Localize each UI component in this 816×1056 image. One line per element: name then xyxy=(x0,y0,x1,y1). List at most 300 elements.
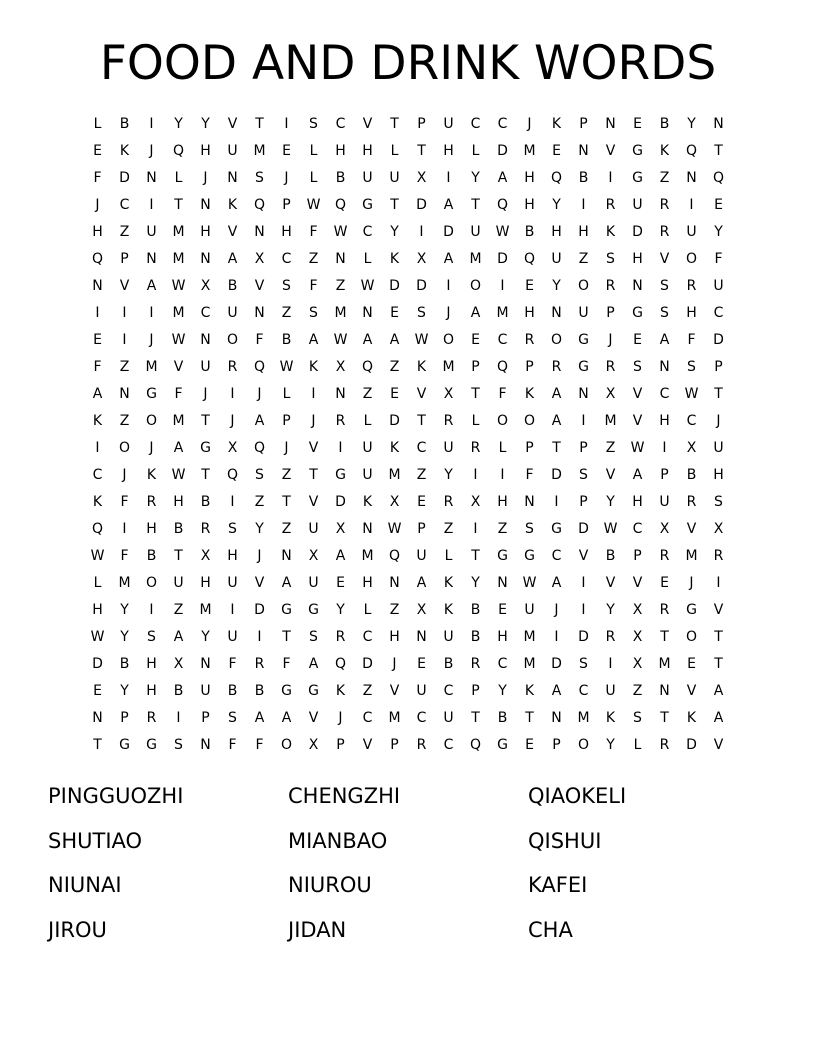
grid-letter: F xyxy=(687,332,696,348)
grid-letter: S xyxy=(579,467,588,483)
grid-letter: U xyxy=(227,575,238,591)
grid-letter: R xyxy=(470,440,481,456)
grid-letter: V xyxy=(605,143,616,159)
grid-letter: P xyxy=(471,359,480,375)
grid-letter: H xyxy=(524,197,535,213)
grid-letter: W xyxy=(603,521,618,537)
grid-letter: Y xyxy=(606,737,615,753)
grid-letter: U xyxy=(443,440,454,456)
grid-row xyxy=(84,572,732,599)
grid-letter: M xyxy=(658,656,671,672)
grid-letter: J xyxy=(203,170,208,186)
grid-letter: R xyxy=(524,332,535,348)
grid-letter: O xyxy=(685,251,698,267)
grid-letter: N xyxy=(362,305,373,321)
word-list-item: JIDAN xyxy=(288,917,347,942)
grid-letter: G xyxy=(308,602,319,618)
grid-letter: X xyxy=(416,251,427,267)
grid-letter: Q xyxy=(334,656,347,672)
grid-letter: Y xyxy=(606,602,615,618)
grid-letter: E xyxy=(498,602,507,618)
grid-letter: P xyxy=(336,737,345,753)
grid-letter: B xyxy=(227,278,238,294)
grid-letter: W xyxy=(414,332,429,348)
grid-letter: E xyxy=(336,575,345,591)
grid-letter: O xyxy=(496,413,509,429)
grid-letter: H xyxy=(92,224,103,240)
grid-letter: H xyxy=(92,602,103,618)
grid-row xyxy=(84,248,732,275)
grid-letter: V xyxy=(254,278,265,294)
grid-letter: G xyxy=(686,602,697,618)
grid-letter: D xyxy=(497,251,508,267)
grid-letter: J xyxy=(554,602,559,618)
grid-letter: G xyxy=(146,386,157,402)
grid-letter: U xyxy=(578,305,589,321)
grid-letter: G xyxy=(335,467,346,483)
grid-letter: S xyxy=(255,170,264,186)
word-list-item: JIROU xyxy=(48,917,107,942)
grid-letter: P xyxy=(417,116,426,132)
grid-letter: M xyxy=(577,710,590,726)
grid-letter: N xyxy=(659,359,670,375)
grid-letter: P xyxy=(606,305,615,321)
grid-letter: L xyxy=(471,413,480,429)
grid-letter: V xyxy=(173,359,184,375)
grid-letter: M xyxy=(253,143,266,159)
grid-letter: I xyxy=(230,494,235,510)
grid-letter: L xyxy=(174,170,183,186)
grid-letter: Z xyxy=(335,278,346,294)
grid-letter: E xyxy=(93,683,102,699)
grid-letter: P xyxy=(471,683,480,699)
grid-row xyxy=(84,626,732,653)
grid-letter: S xyxy=(714,494,723,510)
grid-letter: F xyxy=(309,224,318,240)
grid-letter: C xyxy=(497,116,508,132)
grid-letter: I xyxy=(446,278,451,294)
grid-row xyxy=(84,464,732,491)
grid-letter: A xyxy=(713,710,724,726)
grid-letter: I xyxy=(446,170,451,186)
grid-letter: U xyxy=(632,197,643,213)
grid-letter: V xyxy=(632,575,643,591)
grid-letter: A xyxy=(308,656,319,672)
grid-letter: Z xyxy=(443,521,454,537)
grid-letter: K xyxy=(416,359,427,375)
grid-letter: N xyxy=(416,629,427,645)
grid-letter: Z xyxy=(389,359,400,375)
grid-letter: Z xyxy=(362,386,373,402)
grid-letter: C xyxy=(443,683,454,699)
grid-letter: M xyxy=(496,305,509,321)
grid-letter: W xyxy=(495,224,510,240)
grid-letter: N xyxy=(632,278,643,294)
grid-letter: H xyxy=(632,494,643,510)
grid-letter: M xyxy=(523,629,536,645)
grid-letter: R xyxy=(443,494,454,510)
grid-letter: C xyxy=(713,305,724,321)
grid-letter: V xyxy=(659,251,670,267)
grid-letter: P xyxy=(390,737,399,753)
grid-letter: S xyxy=(174,737,183,753)
grid-letter: H xyxy=(659,413,670,429)
grid-letter: B xyxy=(200,494,211,510)
grid-letter: Y xyxy=(471,575,480,591)
grid-letter: G xyxy=(146,737,157,753)
grid-letter: I xyxy=(581,575,586,591)
grid-letter: I xyxy=(608,170,613,186)
grid-letter: B xyxy=(254,683,265,699)
grid-letter: R xyxy=(605,197,616,213)
grid-letter: F xyxy=(255,737,264,753)
grid-letter: K xyxy=(146,467,157,483)
word-list-item: NIUROU xyxy=(288,873,372,897)
grid-letter: D xyxy=(335,494,346,510)
grid-letter: V xyxy=(416,386,427,402)
grid-letter: M xyxy=(523,656,536,672)
grid-letter: G xyxy=(308,683,319,699)
grid-letter: V xyxy=(632,413,643,429)
grid-letter: B xyxy=(335,170,346,186)
grid-letter: B xyxy=(119,656,130,672)
grid-letter: L xyxy=(471,143,480,159)
grid-letter: Y xyxy=(336,602,345,618)
grid-letter: X xyxy=(632,656,643,672)
grid-letter: T xyxy=(201,413,210,429)
grid-letter: L xyxy=(363,251,372,267)
grid-letter: A xyxy=(335,548,346,564)
grid-letter: H xyxy=(524,305,535,321)
grid-letter: D xyxy=(443,224,454,240)
grid-letter: G xyxy=(578,359,589,375)
grid-letter: H xyxy=(362,575,373,591)
grid-letter: U xyxy=(308,575,319,591)
grid-letter: K xyxy=(227,197,238,213)
grid-letter: F xyxy=(174,386,183,402)
grid-letter: I xyxy=(689,197,694,213)
grid-letter: B xyxy=(119,116,130,132)
word-list-item: QISHUI xyxy=(528,828,602,853)
grid-letter: W xyxy=(306,197,321,213)
grid-letter: Q xyxy=(685,143,698,159)
grid-letter: J xyxy=(95,197,100,213)
grid-letter: M xyxy=(334,305,347,321)
grid-letter: Z xyxy=(659,170,670,186)
grid-letter: J xyxy=(203,386,208,402)
grid-letter: Q xyxy=(496,359,509,375)
grid-letter: C xyxy=(632,521,643,537)
grid-letter: D xyxy=(551,467,562,483)
grid-letter: U xyxy=(200,683,211,699)
grid-letter: B xyxy=(659,116,670,132)
grid-letter: H xyxy=(713,467,724,483)
grid-letter: I xyxy=(500,278,505,294)
grid-letter: M xyxy=(361,548,374,564)
grid-letter: Q xyxy=(712,170,725,186)
grid-letter: I xyxy=(122,332,127,348)
grid-letter: W xyxy=(333,332,348,348)
grid-letter: G xyxy=(119,737,130,753)
grid-letter: S xyxy=(228,521,237,537)
grid-letter: G xyxy=(497,548,508,564)
grid-letter: H xyxy=(173,494,184,510)
grid-letter: D xyxy=(416,197,427,213)
grid-letter: N xyxy=(281,548,292,564)
grid-letter: H xyxy=(200,143,211,159)
grid-letter: B xyxy=(605,548,616,564)
grid-letter: F xyxy=(255,332,264,348)
grid-letter: G xyxy=(632,143,643,159)
grid-letter: I xyxy=(608,656,613,672)
grid-letter: J xyxy=(392,656,397,672)
grid-letter: E xyxy=(93,143,102,159)
grid-letter: A xyxy=(281,710,292,726)
grid-letter: E xyxy=(282,143,291,159)
grid-letter: B xyxy=(524,224,535,240)
grid-letter: Y xyxy=(255,521,264,537)
grid-letter: T xyxy=(174,548,183,564)
grid-letter: B xyxy=(227,683,238,699)
grid-letter: I xyxy=(581,413,586,429)
grid-letter: N xyxy=(335,251,346,267)
grid-letter: P xyxy=(714,359,723,375)
grid-letter: Y xyxy=(606,494,615,510)
grid-letter: N xyxy=(92,278,103,294)
grid-letter: Y xyxy=(201,116,210,132)
grid-letter: R xyxy=(443,413,454,429)
grid-letter: M xyxy=(172,224,185,240)
grid-letter: E xyxy=(633,332,642,348)
grid-letter: G xyxy=(632,170,643,186)
grid-letter: X xyxy=(605,386,616,402)
grid-letter: C xyxy=(92,467,103,483)
word-search-grid xyxy=(84,113,732,761)
grid-letter: K xyxy=(605,224,616,240)
grid-letter: W xyxy=(171,278,186,294)
grid-letter: C xyxy=(119,197,130,213)
grid-letter: U xyxy=(389,170,400,186)
grid-letter: L xyxy=(498,440,507,456)
grid-letter: U xyxy=(605,683,616,699)
grid-letter: I xyxy=(149,116,154,132)
grid-letter: N xyxy=(146,251,157,267)
grid-letter: R xyxy=(227,359,238,375)
grid-letter: R xyxy=(659,737,670,753)
grid-letter: Y xyxy=(201,629,210,645)
grid-letter: R xyxy=(146,494,157,510)
grid-row xyxy=(84,329,732,356)
grid-letter: H xyxy=(524,170,535,186)
grid-letter: W xyxy=(333,224,348,240)
grid-letter: T xyxy=(255,116,264,132)
grid-letter: W xyxy=(387,521,402,537)
grid-letter: H xyxy=(686,305,697,321)
grid-letter: L xyxy=(93,116,102,132)
grid-letter: P xyxy=(282,197,291,213)
grid-letter: H xyxy=(146,683,157,699)
grid-letter: X xyxy=(416,170,427,186)
grid-letter: S xyxy=(255,467,264,483)
grid-letter: Y xyxy=(498,683,507,699)
grid-letter: S xyxy=(309,629,318,645)
grid-letter: I xyxy=(284,116,289,132)
grid-letter: K xyxy=(92,494,103,510)
grid-letter: A xyxy=(173,440,184,456)
grid-letter: C xyxy=(362,710,373,726)
grid-letter: F xyxy=(498,386,507,402)
grid-letter: M xyxy=(604,413,617,429)
grid-letter: N xyxy=(146,170,157,186)
grid-letter: V xyxy=(308,440,319,456)
grid-letter: P xyxy=(417,521,426,537)
grid-letter: S xyxy=(309,116,318,132)
grid-letter: D xyxy=(362,656,373,672)
grid-letter: M xyxy=(172,251,185,267)
grid-letter: T xyxy=(714,143,723,159)
grid-letter: N xyxy=(119,386,130,402)
grid-letter: T xyxy=(93,737,102,753)
grid-letter: V xyxy=(632,386,643,402)
grid-row xyxy=(84,410,732,437)
grid-letter: J xyxy=(284,440,289,456)
grid-letter: E xyxy=(525,278,534,294)
grid-letter: X xyxy=(335,521,346,537)
grid-letter: P xyxy=(525,440,534,456)
grid-letter: F xyxy=(93,359,102,375)
grid-letter: K xyxy=(443,575,454,591)
word-list-item: QIAOKELI xyxy=(528,784,627,808)
grid-letter: M xyxy=(118,575,131,591)
grid-letter: A xyxy=(659,332,670,348)
grid-letter: R xyxy=(146,710,157,726)
grid-letter: R xyxy=(551,359,562,375)
grid-letter: E xyxy=(390,386,399,402)
grid-letter: P xyxy=(579,116,588,132)
grid-letter: H xyxy=(281,224,292,240)
grid-letter: I xyxy=(149,305,154,321)
grid-letter: O xyxy=(145,575,158,591)
grid-letter: U xyxy=(227,305,238,321)
grid-letter: U xyxy=(227,629,238,645)
grid-letter: L xyxy=(93,575,102,591)
grid-letter: R xyxy=(713,548,724,564)
grid-letter: L xyxy=(390,143,399,159)
grid-letter: J xyxy=(311,413,316,429)
grid-letter: N xyxy=(551,710,562,726)
grid-letter: K xyxy=(389,251,400,267)
grid-letter: S xyxy=(579,656,588,672)
grid-letter: M xyxy=(523,143,536,159)
grid-letter: J xyxy=(149,143,154,159)
grid-letter: B xyxy=(281,332,292,348)
grid-letter: A xyxy=(632,467,643,483)
grid-letter: R xyxy=(605,629,616,645)
grid-letter: N xyxy=(92,710,103,726)
grid-row xyxy=(84,167,732,194)
grid-letter: X xyxy=(254,251,265,267)
grid-letter: U xyxy=(470,224,481,240)
grid-letter: Y xyxy=(471,170,480,186)
grid-letter: A xyxy=(497,170,508,186)
grid-letter: C xyxy=(335,116,346,132)
grid-letter: I xyxy=(122,305,127,321)
grid-letter: U xyxy=(173,575,184,591)
grid-letter: E xyxy=(552,143,561,159)
grid-letter: H xyxy=(146,521,157,537)
grid-letter: R xyxy=(605,359,616,375)
grid-letter: U xyxy=(443,710,454,726)
grid-letter: T xyxy=(471,548,480,564)
grid-letter: B xyxy=(443,656,454,672)
grid-letter: A xyxy=(470,305,481,321)
grid-letter: I xyxy=(122,521,127,537)
grid-letter: C xyxy=(470,116,481,132)
grid-letter: B xyxy=(578,170,589,186)
grid-letter: F xyxy=(120,548,129,564)
word-list-item: KAFEI xyxy=(528,873,588,897)
grid-letter: Q xyxy=(91,521,104,537)
grid-letter: A xyxy=(443,197,454,213)
grid-letter: W xyxy=(171,467,186,483)
grid-letter: N xyxy=(200,332,211,348)
grid-letter: K xyxy=(524,683,535,699)
grid-letter: H xyxy=(389,629,400,645)
grid-letter: K xyxy=(443,602,454,618)
grid-row xyxy=(84,437,732,464)
grid-letter: I xyxy=(311,386,316,402)
grid-letter: R xyxy=(200,521,211,537)
grid-letter: E xyxy=(714,197,723,213)
grid-letter: F xyxy=(93,170,102,186)
word-list-item: MIANBAO xyxy=(288,828,388,853)
grid-letter: D xyxy=(578,521,589,537)
grid-letter: K xyxy=(551,116,562,132)
grid-letter: T xyxy=(390,116,399,132)
grid-letter: T xyxy=(552,440,561,456)
grid-letter: R xyxy=(416,737,427,753)
grid-letter: O xyxy=(226,332,239,348)
grid-letter: V xyxy=(389,683,400,699)
grid-letter: N xyxy=(389,575,400,591)
grid-letter: G xyxy=(551,521,562,537)
grid-letter: M xyxy=(172,305,185,321)
grid-letter: C xyxy=(416,710,427,726)
grid-letter: C xyxy=(362,629,373,645)
grid-letter: I xyxy=(662,440,667,456)
grid-letter: N xyxy=(254,305,265,321)
grid-letter: O xyxy=(442,332,455,348)
grid-letter: U xyxy=(443,116,454,132)
grid-letter: O xyxy=(577,737,590,753)
grid-letter: A xyxy=(551,413,562,429)
grid-letter: F xyxy=(282,656,291,672)
grid-row xyxy=(84,275,732,302)
grid-letter: S xyxy=(660,278,669,294)
grid-letter: L xyxy=(282,386,291,402)
grid-letter: J xyxy=(122,467,127,483)
grid-letter: C xyxy=(578,683,589,699)
grid-letter: H xyxy=(362,143,373,159)
grid-letter: X xyxy=(686,440,697,456)
grid-letter: U xyxy=(551,251,562,267)
grid-letter: M xyxy=(172,413,185,429)
grid-letter: H xyxy=(551,224,562,240)
grid-letter: A xyxy=(389,332,400,348)
grid-letter: D xyxy=(497,143,508,159)
grid-letter: C xyxy=(362,224,373,240)
grid-letter: X xyxy=(308,737,319,753)
